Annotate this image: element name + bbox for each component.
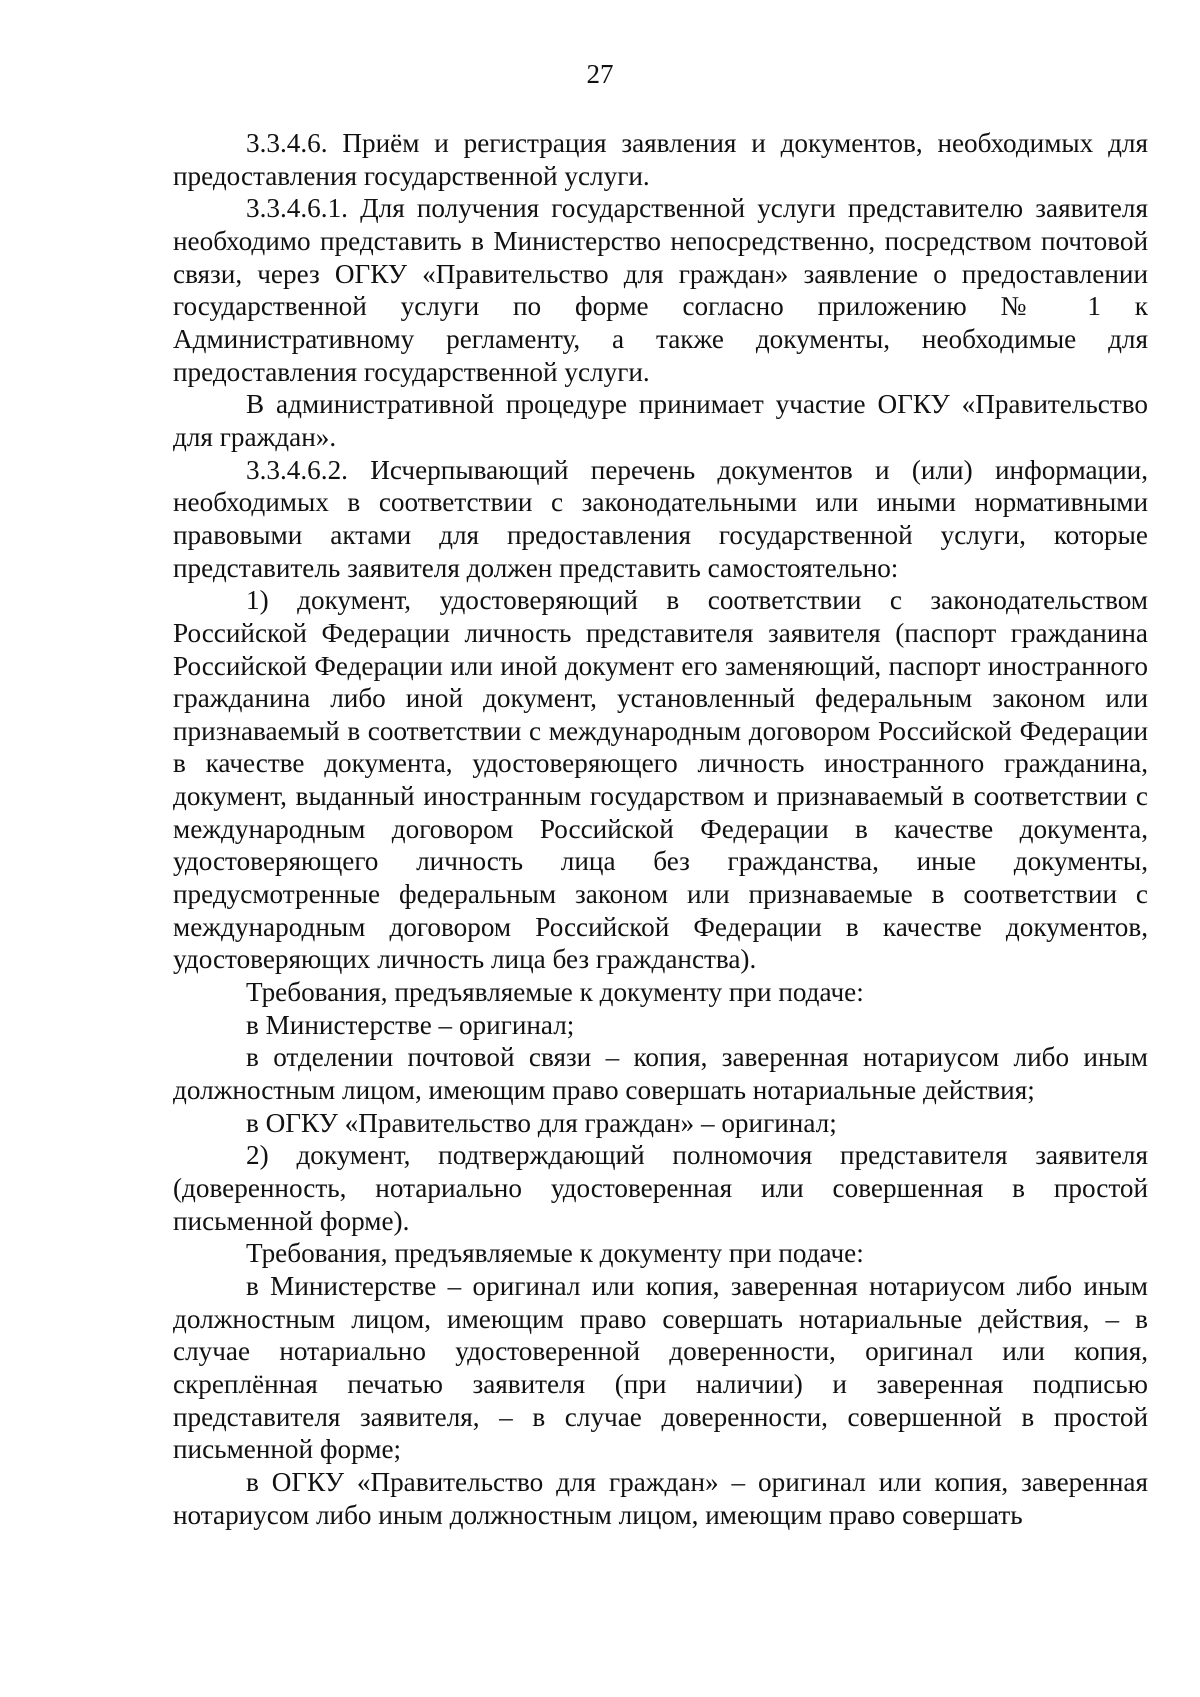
paragraph-requirements-heading-2: Требования, предъявляемые к документу при подаче: (246, 1238, 864, 1269)
paragraph-requirements-heading: Требования, предъявляемые к документу при подаче: (246, 977, 864, 1008)
paragraph-ministry-original: в Министерстве – оригинал; (246, 1009, 575, 1040)
paragraph-3-3-4-6: 3.3.4.6. Приём и регистрация заявления и документов, необходимых для предоставления государственной услуги. (173, 128, 1148, 191)
paragraph-ogku-requirements: в ОГКУ «Правительство для граждан» – оригинал или копия, заверенная нотариусом либо иным должностным лицом, имеющим право совершать (173, 1466, 1148, 1530)
paragraph-3-3-4-6-1: 3.3.4.6.1. Для получения государственной услуги представителю заявителя необходимо представить в Министерство непосредственно, посредством почтовой связи, через ОГКУ «Правительство для граждан» заявление о предоставлении государственной услуги по форме согласно приложению № 1 к Административному регламенту, а также документы, необходимые для предоставления государственной услуги. (173, 193, 1148, 387)
paragraph-procedure-participant: В административной процедуре принимает участие ОГКУ «Правительство для граждан». (173, 389, 1148, 452)
paragraph-postal-copy: в отделении почтовой связи – копия, заверенная нотариусом либо иным должностным лицом, имеющим право совершать нотариальные действия; (173, 1042, 1148, 1106)
paragraph-3-3-4-6-2: 3.3.4.6.2. Исчерпывающий перечень документов и (или) информации, необходимых в соответствии с законодательными или иными нормативными правовыми актами для предоставления государственной услуги, которые представитель заявителя должен представить самостоятельно: (173, 454, 1148, 583)
paragraph-item-2-power-of-attorney: 2) документ, подтверждающий полномочия представителя заявителя (доверенность, нотариально удостоверенная или совершенная в простой письменной форме). (173, 1140, 1148, 1236)
document-body (173, 127, 1148, 1531)
paragraph-ministry-requirements: в Министерстве – оригинал или копия, заверенная нотариусом либо иным должностным лицом, имеющим право совершать нотариальные действия, – в случае нотариально удостоверенной доверенности, оригинал или копия, скреплённая печатью заявителя (при наличии) и заверенная подписью представителя заявителя, – в случае доверенности, совершенной в простой письменной форме; (173, 1270, 1148, 1465)
paragraph-ogku-original: в ОГКУ «Правительство для граждан» – оригинал; (246, 1107, 837, 1138)
paragraph-item-1-identity-document: 1) документ, удостоверяющий в соответствии с законодательством Российской Федерации личность представителя заявителя (паспорт гражданина Российской Федерации или иной документ его заменяющий, паспорт иностранного гражданина либо иной документ, установленный федеральным законом или признаваемый в соответствии с международным договором Российской Федерации в качестве документа, удостоверяющего личность иностранного гражданина, документ, выданный иностранным государством и признаваемый в соответствии с международным договором Российской Федерации в качестве документа, удостоверяющего личность лица без гражданства, иные документы, предусмотренные федеральным законом или признаваемые в соответствии с международным договором Российской Федерации в качестве документов, удостоверяющих личность лица без гражданства). (173, 585, 1148, 975)
page-number: 27 (586, 59, 614, 89)
